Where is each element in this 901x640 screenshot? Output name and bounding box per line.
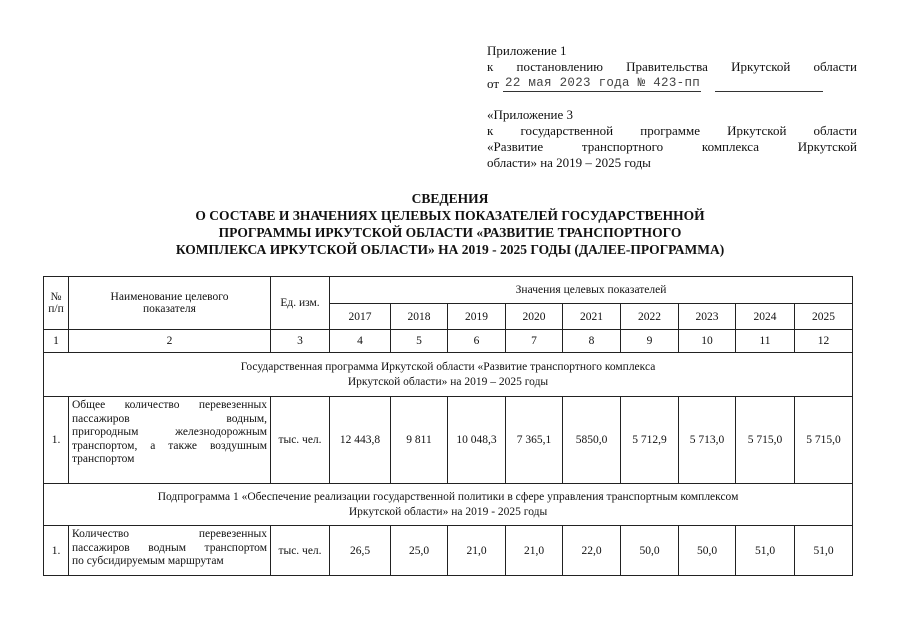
column-number: 11 [736,330,795,353]
row-number: 1. [44,397,69,484]
value-cell: 22,0 [563,526,621,576]
annex-3-line2: к государственной программе Иркутской области [487,123,857,138]
annex-1-line2: к постановлению Правительства Иркутской области [487,59,857,74]
annex-3-line3: «Развитие транспортного комплекса Иркутской [487,139,857,154]
value-cell: 5 715,0 [736,397,795,484]
year-cell: 2017 [330,304,391,330]
year-cell: 2024 [736,304,795,330]
year-cell: 2023 [679,304,736,330]
value-cell: 51,0 [795,526,853,576]
typed-date-number: 22 мая 2023 года № 423-пп [505,76,701,90]
value-cell: 5850,0 [563,397,621,484]
year-cell: 2018 [391,304,448,330]
row-number: 1. [44,526,69,576]
indicators-table [43,276,853,576]
annex-3-block [487,107,857,171]
column-number: 5 [391,330,448,353]
value-cell: 5 713,0 [679,397,736,484]
annex-1-title: Приложение 1 [487,43,567,58]
value-cell: 9 811 [391,397,448,484]
column-number: 1 [44,330,69,353]
value-cell: 50,0 [621,526,679,576]
column-number: 2 [69,330,271,353]
header-values: Значения целевых показателей [330,277,853,304]
value-cell: 5 712,9 [621,397,679,484]
year-cell: 2021 [563,304,621,330]
year-cell: 2025 [795,304,853,330]
table-row [44,397,853,484]
value-cell: 50,0 [679,526,736,576]
title-line-4: КОМПЛЕКСА ИРКУТСКОЙ ОБЛАСТИ» НА 2019 - 2025 ГОДЫ (ДАЛЕЕ-ПРОГРАММА) [175,242,725,257]
year-cell: 2019 [448,304,506,330]
section-program-title: Государственная программа Иркутской области «Развитие транспортного комплекса Иркутской области» на 2019 – 2025 годы [44,353,853,397]
header-number: № п/п [44,277,69,330]
value-cell: 25,0 [391,526,448,576]
value-cell: 12 443,8 [330,397,391,484]
value-cell: 10 048,3 [448,397,506,484]
column-number: 3 [271,330,330,353]
unit-cell: тыс. чел. [271,526,330,576]
header-unit: Ед. изм. [271,277,330,330]
value-cell: 51,0 [736,526,795,576]
blank-signature-line [715,79,823,92]
section-subprogram-title: Подпрограмма 1 «Обеспечение реализации государственной политики в сфере управления транспортным комплексом Иркутской области» на 2019 - 2025 годы [44,484,853,526]
date-prefix: от [487,76,500,91]
year-cell: 2022 [621,304,679,330]
title-line-3: ПРОГРАММЫ ИРКУТСКОЙ ОБЛАСТИ «РАЗВИТИЕ ТРАНСПОРТНОГО [218,225,682,240]
value-cell: 26,5 [330,526,391,576]
column-number: 10 [679,330,736,353]
value-cell: 21,0 [448,526,506,576]
value-cell: 5 715,0 [795,397,853,484]
section-row-program [44,353,853,397]
section-row-subprogram [44,484,853,526]
column-number: 8 [563,330,621,353]
column-number: 12 [795,330,853,353]
column-number: 4 [330,330,391,353]
title-line-1: СВЕДЕНИЯ [411,191,489,206]
header-indicator-name: Наименование целевого показателя [69,277,271,330]
year-cell: 2020 [506,304,563,330]
unit-cell: тыс. чел. [271,397,330,484]
value-cell: 7 365,1 [506,397,563,484]
document-title [100,190,800,258]
annex-3-line4: области» на 2019 – 2025 годы [487,155,651,170]
annex-1-block [487,43,857,92]
table-header-row [44,277,853,304]
annex-1-date-line [487,75,857,92]
column-number: 9 [621,330,679,353]
table-row [44,526,853,576]
column-numbers-row [44,330,853,353]
column-number: 6 [448,330,506,353]
indicator-name: Общее количество перевезенных пассажиров водным, пригородным железнодорожным транспортом, а также воздушным транспортом [69,397,271,484]
indicator-name: Количество перевезенных пассажиров водным транспортом по субсидируемым маршрутам [69,526,271,576]
value-cell: 21,0 [506,526,563,576]
title-line-2: О СОСТАВЕ И ЗНАЧЕНИЯХ ЦЕЛЕВЫХ ПОКАЗАТЕЛЕЙ ГОСУДАРСТВЕННОЙ [195,208,705,223]
column-number: 7 [506,330,563,353]
annex-3-title: «Приложение 3 [487,107,574,122]
